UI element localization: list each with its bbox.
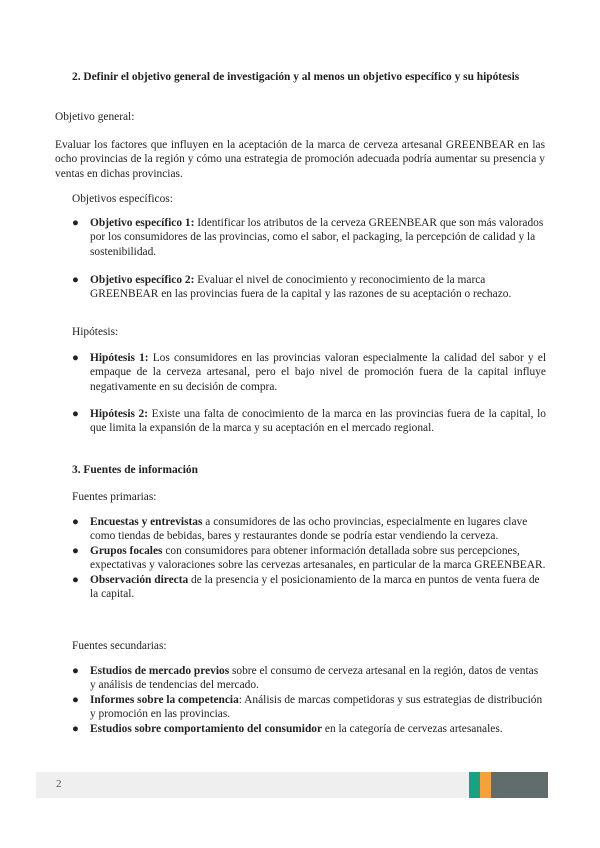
primary-source-3-text: de la presencia y el posicionamiento de la marca en puntos de venta fuera de la capital. [90, 573, 540, 601]
secondary-sources-label: Fuentes secundarias: [72, 640, 167, 652]
general-objective-text: Evaluar los factores que influyen en la aceptación de la marca de cerveza artesanal GREENBEAR en las ocho provincias de la región y cómo una estrategia de promoción adecuada podría aumentar su presencia y ventas en dichas provincias. [55, 139, 545, 180]
list-item [72, 407, 546, 436]
hypothesis-2-text: Existe una falta de conocimiento de la marca en las provincias fuera de la capital, lo que limita la expansión de la marca y su aceptación en el mercado regional. [90, 408, 546, 435]
objective-2-text: Evaluar el nivel de conocimiento y reconocimiento de la marca GREENBEAR en las provincias fuera de la capital y las razones de su aceptación o rechazo. [90, 274, 512, 301]
list-item [72, 515, 546, 544]
primary-source-2-text: con consumidores para obtener información detallada sobre sus percepciones, expectativas y valoraciones sobre las cervezas artesanales, en particular de la marca GREENBEAR. [90, 544, 546, 572]
secondary-source-2-heading: Informes sobre la competencia [90, 693, 239, 706]
bullet-icon: ● [72, 516, 79, 528]
hypotheses-list [72, 351, 546, 394]
bullet-icon: ● [72, 665, 79, 677]
page-number: 2 [56, 778, 62, 790]
list-item [72, 351, 546, 394]
secondary-source-1-text: sobre el consumo de cerveza artesanal en la región, datos de ventas y análisis de tendencias del mercado. [90, 665, 539, 692]
objective-1-text: Identificar los atributos de la cerveza GREENBEAR que son más valorados por los consumidores de las provincias, como el sabor, el packaging, la percepción de calidad y la sostenibilidad. [90, 217, 544, 258]
specific-objectives-label: Objetivos específicos: [72, 193, 173, 205]
secondary-sources-list [72, 664, 546, 736]
bullet-icon: ● [72, 722, 79, 735]
bullet-icon: ● [72, 217, 79, 229]
bullet-icon: ● [72, 693, 79, 706]
bullet-icon: ● [72, 408, 79, 420]
list-item [72, 544, 546, 573]
primary-source-2-heading: Grupos focales [90, 544, 163, 557]
hypothesis-1-text: Los consumidores en las provincias valoran especialmente la calidad del sabor y el empaque de la cerveza artesanal, pero el bajo nivel de promoción fuera de la capital influye negativamente en su decisión de compra. [90, 352, 546, 393]
list-item [72, 573, 546, 602]
secondary-source-1-heading: Estudios de mercado previos [90, 665, 230, 677]
specific-objectives-list-2 [72, 273, 546, 302]
hypotheses-list-2 [72, 407, 546, 436]
footer-accent-orange [480, 772, 491, 798]
primary-sources-label: Fuentes primarias: [72, 491, 157, 503]
general-objective-label: Objetivo general: [55, 111, 135, 123]
footer-accent-green [469, 772, 480, 798]
list-item [72, 722, 546, 736]
list-item [72, 664, 546, 693]
secondary-source-3-heading: Estudios sobre comportamiento del consumidor [90, 722, 323, 735]
primary-source-1-heading: Encuestas y entrevistas [90, 516, 203, 528]
primary-source-3-heading: Observación directa [90, 573, 189, 586]
list-item [72, 216, 546, 259]
bullet-icon: ● [72, 352, 79, 364]
section-3-title: 3. Fuentes de información [72, 464, 198, 476]
list-item [72, 693, 546, 722]
footer-accent-gray [491, 772, 548, 798]
secondary-source-3-text: en la categoría de cervezas artesanales. [322, 722, 503, 735]
objective-2-heading: Objetivo específico 2: [90, 274, 195, 286]
list-item [72, 273, 546, 302]
primary-source-1-text: a consumidores de las ocho provincias, especialmente en lugares clave como tiendas de bebidas, bares y restaurantes donde se podría estar vendiendo la cerveza. [90, 516, 528, 543]
hypothesis-label: Hipótesis: [72, 326, 119, 338]
bullet-icon: ● [72, 573, 79, 586]
objective-1-heading: Objetivo específico 1: [90, 217, 195, 229]
section-2-title: 2. Definir el objetivo general de investigación y al menos un objetivo específico y su hipótesis [72, 71, 520, 83]
secondary-source-2-text: : Análisis de marcas competidoras y sus estrategias de distribución y promoción en las provincias. [90, 693, 543, 721]
hypothesis-1-heading: Hipótesis 1: [90, 352, 149, 364]
hypothesis-2-heading: Hipótesis 2: [90, 408, 149, 420]
primary-sources-list [72, 515, 546, 601]
bullet-icon: ● [72, 274, 79, 286]
bullet-icon: ● [72, 544, 79, 557]
specific-objectives-list [72, 216, 546, 259]
